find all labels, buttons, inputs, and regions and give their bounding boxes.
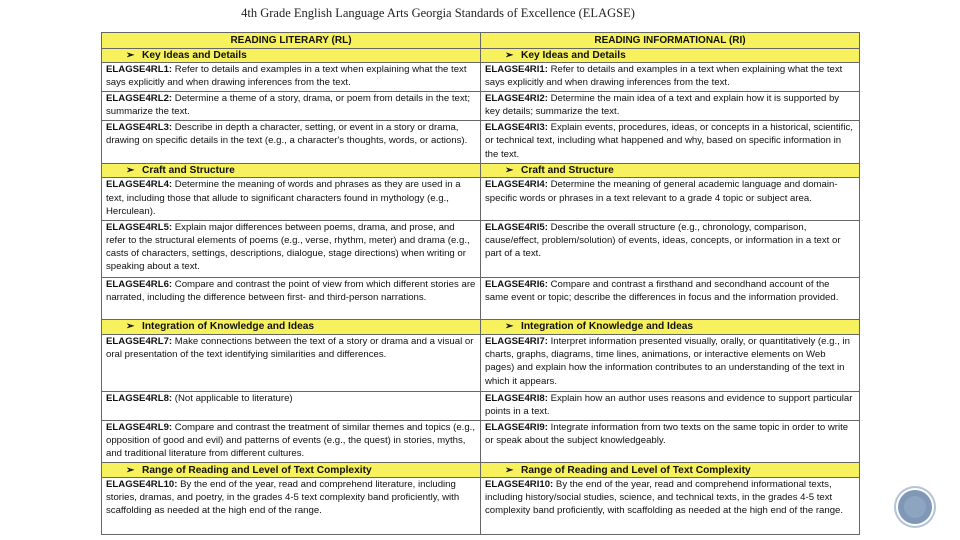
standard-row: [102, 391, 860, 420]
section-label: Integration of Knowledge and Ideas: [142, 321, 315, 333]
standard-code: ELAGSE4RI6:: [485, 278, 548, 290]
standard-code: ELAGSE4RL2:: [106, 93, 173, 105]
bullet-arrow-icon: ➢: [126, 164, 135, 176]
standard-cell-right: [481, 63, 860, 92]
standard-code: ELAGSE4RI3:: [485, 122, 548, 134]
bullet-arrow-icon: ➢: [126, 464, 135, 476]
standard-code: ELAGSE4RI1:: [485, 64, 548, 76]
section-label: Integration of Knowledge and Ideas: [521, 321, 694, 333]
section-label: Craft and Structure: [521, 164, 614, 176]
standard-cell-right: [481, 477, 860, 534]
section-row: [102, 320, 860, 335]
standard-row: [102, 63, 860, 92]
standard-cell-right: [481, 391, 860, 420]
standard-text: Describe in depth a character, setting, or event in a story or drama, drawing on specific details in the text (e.g., a character's thoughts, words, or actions).: [106, 122, 468, 147]
standard-text: Integrate information from two texts on the same topic in order to write or speak about the subject knowledgeably.: [485, 421, 849, 447]
section-label: Key Ideas and Details: [521, 49, 626, 61]
standard-code: ELAGSE4RL7:: [106, 335, 173, 347]
header-reading-literary: READING LITERARY (RL): [102, 33, 481, 49]
section-header-cell: [102, 163, 481, 178]
standard-text: Compare and contrast a firsthand and secondhand account of the same event or topic; describe the differences in focus and the information provided.: [485, 278, 839, 303]
section-header-cell: [481, 320, 860, 335]
standard-code: ELAGSE4RL9:: [106, 421, 173, 433]
standard-text: By the end of the year, read and comprehend literature, including stories, dramas, and poetry, in the grades 4-5 text complexity band proficiently, with scaffolding as needed at the high end of the range.: [106, 478, 460, 517]
standard-row: [102, 477, 860, 534]
standard-code: ELAGSE4RI8:: [485, 392, 548, 404]
standard-row: [102, 334, 860, 391]
section-label: Range of Reading and Level of Text Complexity: [521, 464, 751, 476]
slide-nav-circle-icon[interactable]: [898, 490, 932, 524]
standard-text: Determine the meaning of words and phrases as they are used in a text, including those that allude to significant characters found in mythology (e.g., Herculean).: [106, 179, 461, 217]
section-label: Craft and Structure: [142, 164, 235, 176]
section-row: [102, 463, 860, 478]
standard-cell-left: [102, 277, 481, 319]
bullet-arrow-icon: ➢: [505, 464, 514, 476]
standard-row: [102, 420, 860, 462]
standard-cell-left: [102, 63, 481, 92]
standard-code: ELAGSE4RI4:: [485, 179, 548, 191]
standard-cell-right: [481, 420, 860, 462]
standard-cell-right: [481, 277, 860, 319]
bullet-arrow-icon: ➢: [505, 164, 514, 176]
standard-code: ELAGSE4RL5:: [106, 221, 173, 233]
standard-row: [102, 277, 860, 319]
section-row: [102, 48, 860, 63]
section-header-cell: [481, 48, 860, 63]
standard-text: Compare and contrast the treatment of similar themes and topics (e.g., opposition of good and evil) and patterns of events (e.g., the quest) in stories, myths, and traditional literature from different cultures.: [106, 421, 475, 460]
standard-text: Determine a theme of a story, drama, or poem from details in the text; summarize the text.: [106, 93, 470, 118]
standard-cell-right: [481, 178, 860, 220]
standard-text: Compare and contrast the point of view from which different stories are narrated, including the difference between first- and third-person narrations.: [106, 278, 476, 303]
standard-code: ELAGSE4RL10:: [106, 478, 178, 490]
bullet-arrow-icon: ➢: [126, 49, 135, 61]
standard-row: [102, 220, 860, 277]
standard-cell-left: [102, 391, 481, 420]
section-header-cell: [481, 163, 860, 178]
standard-code: ELAGSE4RL1:: [106, 64, 173, 76]
section-header-cell: [102, 48, 481, 63]
section-label: Range of Reading and Level of Text Complexity: [142, 464, 372, 476]
header-reading-informational: READING INFORMATIONAL (RI): [481, 33, 860, 49]
standard-cell-left: [102, 477, 481, 534]
standard-code: ELAGSE4RL3:: [106, 122, 173, 134]
standard-row: [102, 92, 860, 121]
standard-text: Refer to details and examples in a text when explaining what the text says explicitly and when drawing inferences from the text.: [106, 64, 467, 89]
bullet-arrow-icon: ➢: [505, 321, 514, 333]
standard-code: ELAGSE4RI5:: [485, 221, 548, 233]
standard-code: ELAGSE4RL4:: [106, 179, 173, 191]
bullet-arrow-icon: ➢: [126, 321, 135, 333]
standard-cell-right: [481, 92, 860, 121]
standard-text: Explain how an author uses reasons and evidence to support particular points in a text.: [485, 392, 853, 418]
standard-text: Interpret information presented visually, orally, or quantitatively (e.g., in charts, graphs, diagrams, time lines, animations, or interactive elements on Web pages) and explain how the information contributes to an understanding of the text in which it appears.: [485, 335, 850, 387]
standard-cell-right: [481, 220, 860, 277]
standard-cell-left: [102, 334, 481, 391]
standard-cell-left: [102, 121, 481, 163]
section-header-cell: [481, 463, 860, 478]
standard-code: ELAGSE4RI7:: [485, 335, 548, 347]
standard-code: ELAGSE4RI10:: [485, 478, 554, 490]
standard-cell-left: [102, 178, 481, 220]
standard-code: ELAGSE4RI9:: [485, 421, 548, 433]
standard-cell-right: [481, 334, 860, 391]
section-header-cell: [102, 463, 481, 478]
standards-table: [101, 32, 860, 535]
standard-row: [102, 121, 860, 163]
section-header-cell: [102, 320, 481, 335]
standard-cell-left: [102, 92, 481, 121]
standard-text: Explain major differences between poems, drama, and prose, and refer to the structural elements of poems (e.g., verse, rhythm, meter) and drama (e.g., casts of characters, settings, descriptions, dialogue, stage directions) when writing or speaking about a text.: [106, 221, 470, 273]
standard-cell-right: [481, 121, 860, 163]
section-row: [102, 163, 860, 178]
standard-row: [102, 178, 860, 220]
standard-code: ELAGSE4RL8:: [106, 392, 173, 404]
standard-cell-left: [102, 420, 481, 462]
document-title: 4th Grade English Language Arts Georgia Standards of Excellence (ELAGSE): [241, 6, 635, 20]
standard-text: Explain events, procedures, ideas, or concepts in a historical, scientific, or technical text, including what happened and why, based on specific information in the text.: [485, 122, 853, 160]
standard-cell-left: [102, 220, 481, 277]
section-label: Key Ideas and Details: [142, 49, 247, 61]
bullet-arrow-icon: ➢: [505, 49, 514, 61]
standard-text: (Not applicable to literature): [172, 392, 293, 404]
standard-text: Determine the main idea of a text and explain how it is supported by key details; summarize the text.: [485, 93, 840, 118]
table-header-row: [102, 33, 860, 49]
standard-code: ELAGSE4RL6:: [106, 278, 173, 290]
standard-code: ELAGSE4RI2:: [485, 93, 548, 105]
standard-text: Refer to details and examples in a text when explaining what the text says explicitly and when drawing inferences from the text.: [485, 64, 843, 89]
standard-text: By the end of the year, read and comprehend informational texts, including history/social studies, science, and technical texts, in the grades 4-5 text complexity band proficiently, with scaffolding as needed at the high end of the range.: [485, 478, 844, 517]
standard-text: Make connections between the text of a story or drama and a visual or oral presentation of the text identifying similarities and differences.: [106, 335, 474, 361]
standard-text: Determine the meaning of general academic language and domain-specific words or phrases in a text relevant to a grade 4 topic or subject area.: [485, 179, 838, 204]
standard-text: Describe the overall structure (e.g., chronology, comparison, cause/effect, problem/solution) of events, ideas, concepts, or information in a text or part of a text.: [485, 221, 841, 260]
